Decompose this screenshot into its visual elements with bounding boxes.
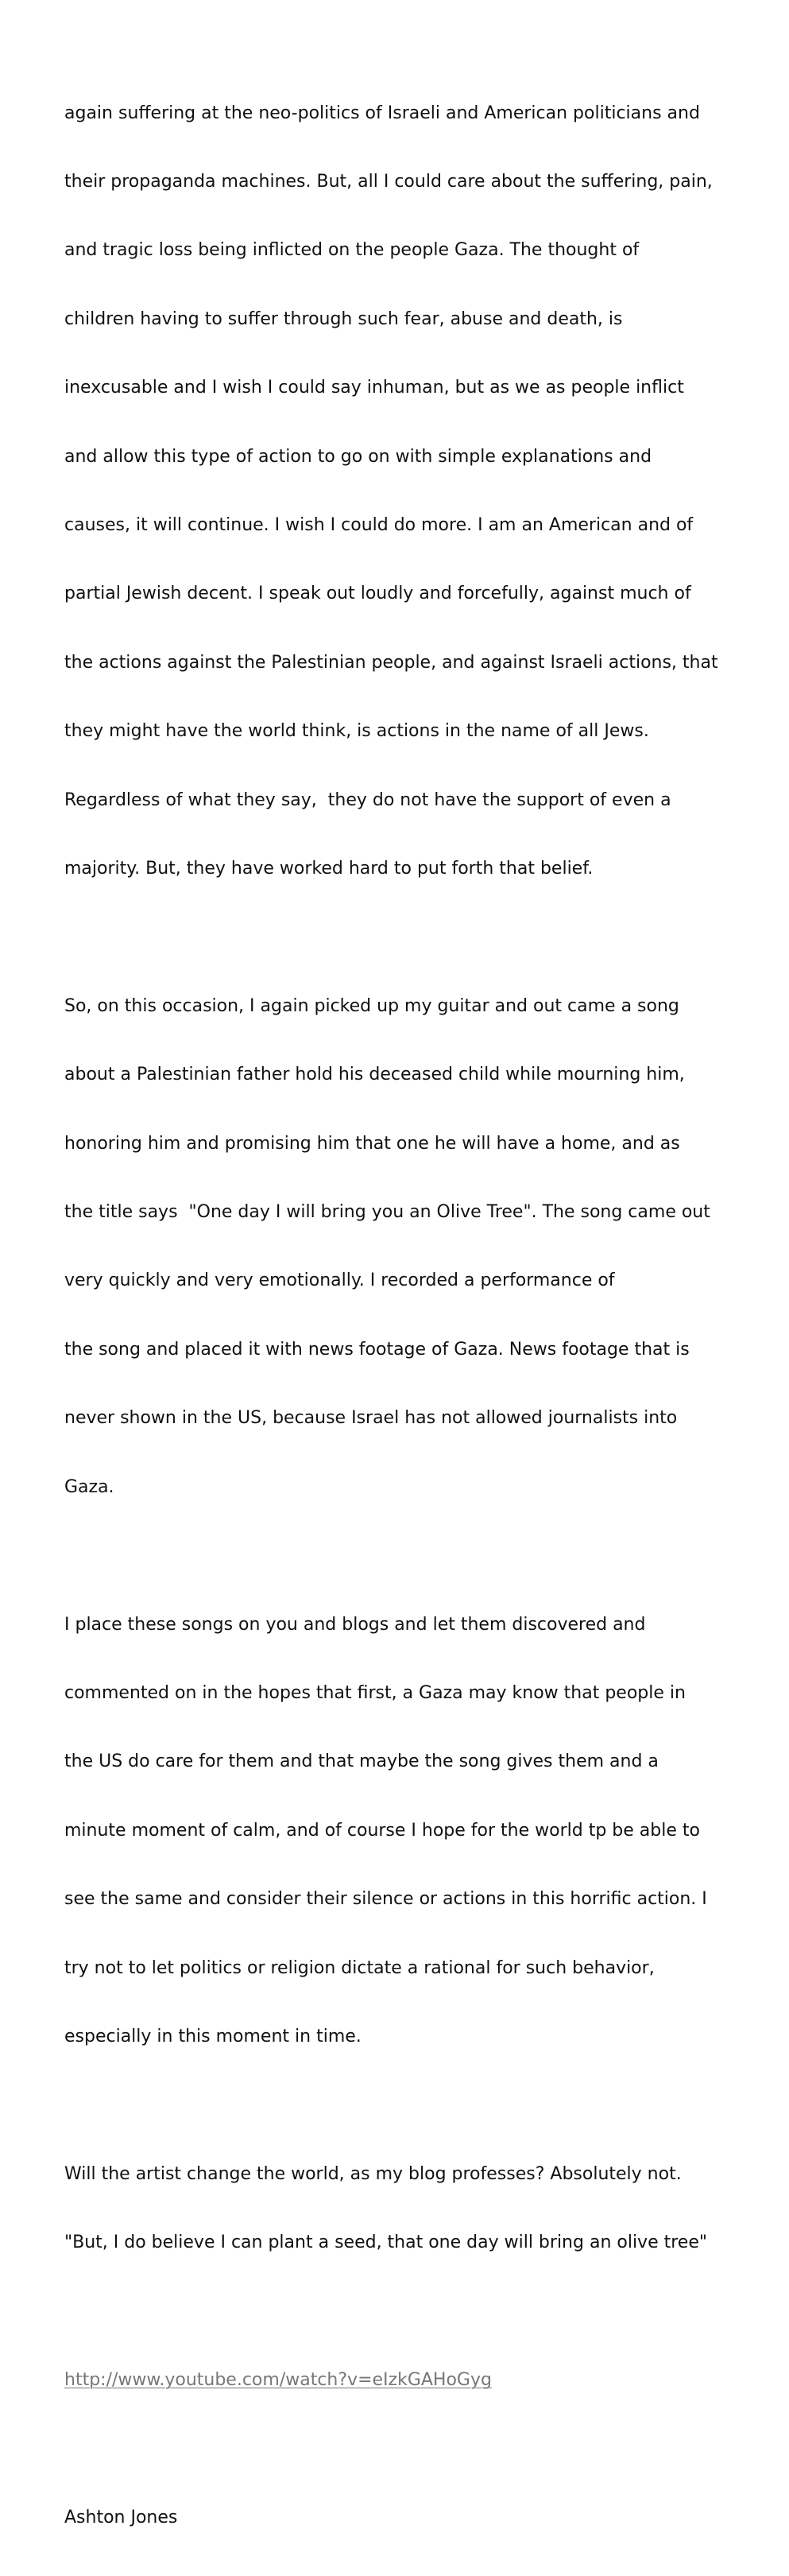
text-line: the US do care for them and that maybe the song gives them and a xyxy=(64,1752,659,1772)
text-line: the actions against the Palestinian people, and against Israeli actions, that xyxy=(64,652,718,673)
text-line: Will the artist change the world, as my blog professes? Absolutely not. xyxy=(64,2163,682,2184)
text-line: inexcusable and I wish I could say inhuman, but as we as people inflict xyxy=(64,378,684,398)
text-line: commented on in the hopes that first, a Gaza may know that people in xyxy=(64,1682,686,1703)
text-line: Regardless of what they say, they do not have the support of even a xyxy=(64,789,671,810)
text-line: Gaza. xyxy=(64,1476,114,1497)
paragraph-2 xyxy=(64,949,740,1545)
signature-paragraph xyxy=(64,2462,740,2576)
text-line: children having to suffer through such fear, abuse and death, is xyxy=(64,308,623,329)
text-line: their propaganda machines. But, all I could care about the suffering, pain, xyxy=(64,171,713,192)
youtube-link[interactable]: http://www.youtube.com/watch?v=eIzkGAHoGyg xyxy=(64,2370,492,2391)
text-line: see the same and consider their silence or actions in this horrific action. I xyxy=(64,1889,707,1910)
text-line: "But, I do believe I can plant a seed, that one day will bring an olive tree" xyxy=(64,2233,707,2253)
text-line: partial Jewish decent. I speak out loudly and forcefully, against much of xyxy=(64,584,691,604)
text-line: honoring him and promising him that one he will have a home, and as xyxy=(64,1133,680,1154)
text-line: and allow this type of action to go on with simple explanations and xyxy=(64,446,652,467)
text-line: So, on this occasion, I again picked up my guitar and out came a song xyxy=(64,995,679,1016)
text-line: the title says "One day I will bring you an Olive Tree". The song came out xyxy=(64,1202,710,1223)
text-line: I place these songs on you and blogs and let them discovered and xyxy=(64,1614,646,1635)
paragraph-1 xyxy=(64,56,740,926)
text-line: never shown in the US, because Israel has not allowed journalists into xyxy=(64,1408,678,1429)
document-body xyxy=(64,56,740,2576)
text-line: and tragic loss being inflicted on the people Gaza. The thought of xyxy=(64,240,640,261)
text-line: very quickly and very emotionally. I recorded a performance of xyxy=(64,1271,615,1291)
paragraph-3 xyxy=(64,1568,740,2094)
text-line: majority. But, they have worked hard to put forth that belief. xyxy=(64,858,594,879)
text-line: they might have the world think, is actions in the name of all Jews. xyxy=(64,721,649,742)
text-line: the song and placed it with news footage of Gaza. News footage that is xyxy=(64,1339,690,1360)
text-line: especially in this moment in time. xyxy=(64,2026,362,2046)
text-line: minute moment of calm, and of course I hope for the world tp be able to xyxy=(64,1820,700,1841)
paragraph-4 xyxy=(64,2117,740,2300)
author-signature: Ashton Jones xyxy=(64,2508,178,2528)
text-line: causes, it will continue. I wish I could do more. I am an American and of xyxy=(64,514,694,535)
text-line: again suffering at the neo-politics of Israeli and American politicians and xyxy=(64,103,700,123)
text-line: try not to let politics or religion dictate a rational for such behavior, xyxy=(64,1957,655,1978)
text-line: about a Palestinian father hold his deceased child while mourning him, xyxy=(64,1065,685,1085)
link-paragraph xyxy=(64,2324,740,2438)
